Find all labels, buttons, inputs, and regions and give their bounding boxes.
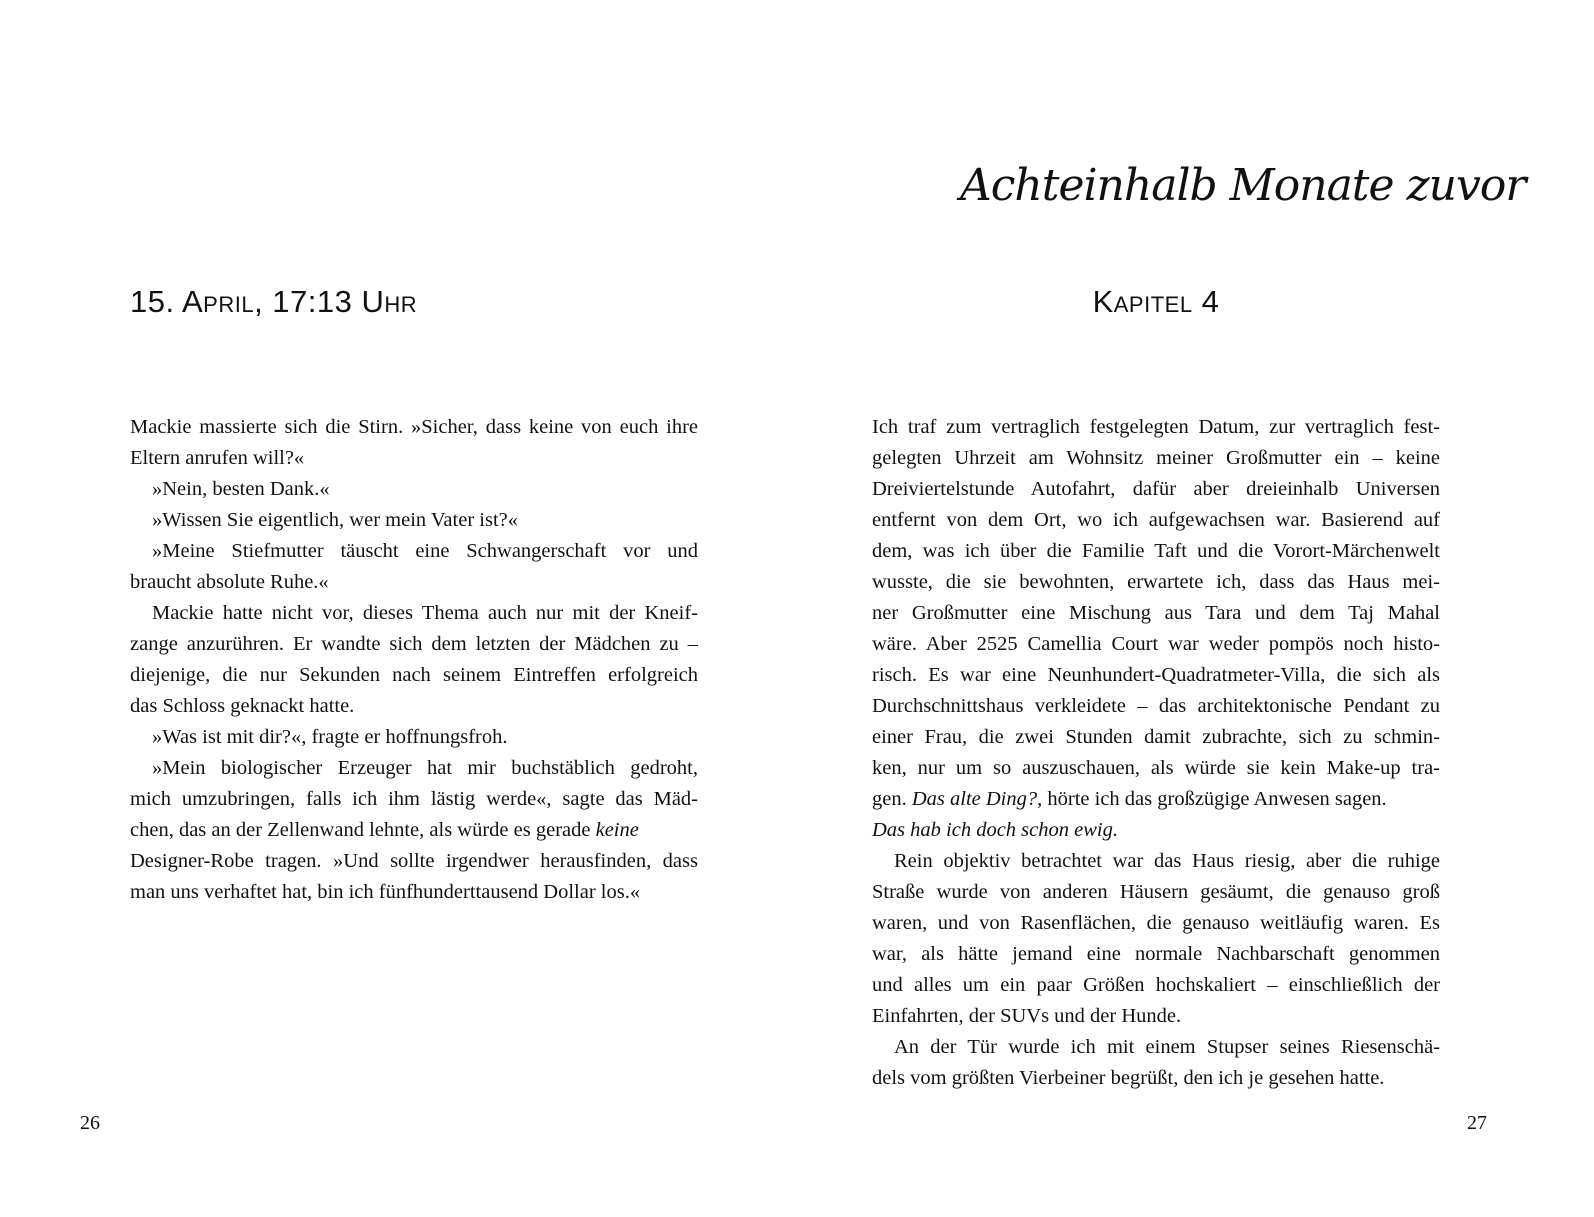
text-line: »Mein biologischer Erzeuger hat mir buchstäblich gedroht, [152, 757, 698, 779]
text-line: Rein objektiv betrachtet war das Haus riesig, aber die ruhige [894, 850, 1440, 872]
text-line: Ich traf zum vertraglich festgelegten Datum, zur vertraglich fest- [872, 416, 1440, 438]
text-line: entfernt von dem Ort, wo ich aufgewachsen war. Basierend auf [872, 509, 1440, 531]
text-line: Mackie massierte sich die Stirn. »Sicher, dass keine von euch ihre [130, 416, 698, 438]
text-line: wäre. Aber 2525 Camellia Court war weder pompös noch histo- [872, 633, 1440, 655]
text-line: diejenige, die nur Sekunden nach seinem Eintreffen erfolgreich [130, 664, 698, 686]
text-line: »Was ist mit dir?«, fragte er hoffnungsfroh. [152, 726, 508, 748]
text-line: einer Frau, die zwei Stunden damit zubrachte, sich zu schmin- [872, 726, 1440, 748]
text-line: und alles um ein paar Größen hochskaliert – einschließlich der [872, 974, 1440, 996]
text-line: Mackie hatte nicht vor, dieses Thema auch nur mit der Kneif- [152, 602, 698, 624]
text-segment: , hörte ich das großzügige Anwesen sagen. [1037, 788, 1387, 810]
text-line: Designer-Robe tragen. »Und sollte irgendwer herausfinden, dass [130, 850, 698, 872]
text-line: man uns verhaftet hat, bin ich fünfhunderttausend Dollar los.« [130, 881, 641, 903]
text-line: Das hab ich doch schon ewig. [872, 819, 1118, 841]
left-body-text [130, 412, 698, 908]
text-line: das Schloss geknackt hatte. [130, 695, 355, 717]
text-line: braucht absolute Ruhe.« [130, 571, 329, 593]
text-line: gelegten Uhrzeit am Wohnsitz meiner Großmutter ein – keine [872, 447, 1440, 469]
text-line: Straße wurde von anderen Häusern gesäumt, die genauso groß [872, 881, 1440, 903]
page-number: 27 [1467, 1112, 1487, 1134]
text-line: Einfahrten, der SUVs und der Hunde. [872, 1005, 1182, 1027]
text-line: dem, was ich über die Familie Taft und die Vorort-Märchenwelt [872, 540, 1440, 562]
italic-text: keine [595, 819, 639, 841]
text-line [872, 784, 1440, 815]
text-segment: gen. [872, 788, 912, 810]
text-line: Durchschnittshaus verkleidete – das architektonische Pendant zu [872, 695, 1440, 717]
text-line: wusste, die sie bewohnten, erwartete ich, dass das Haus mei- [872, 571, 1440, 593]
text-line: mich umzubringen, falls ich ihm lästig werde«, sagte das Mäd- [130, 788, 698, 810]
part-title: Achteinhalb Monate zuvor [960, 160, 1526, 211]
text-line: zange anzurühren. Er wandte sich dem letzten der Mädchen zu – [130, 633, 698, 655]
chapter-heading: Kapitel 4 [1092, 284, 1220, 319]
italic-text: Das alte Ding? [911, 788, 1038, 810]
right-body-text [872, 412, 1440, 1094]
text-line: ner Großmutter eine Mischung aus Tara und dem Taj Mahal [872, 602, 1440, 624]
text-line [130, 815, 698, 846]
text-line: »Wissen Sie eigentlich, wer mein Vater ist?« [152, 509, 518, 531]
section-heading: 15. April, 17:13 Uhr [130, 284, 418, 319]
text-line: Dreiviertelstunde Autofahrt, dafür aber dreieinhalb Universen [872, 478, 1440, 500]
text-line: ken, nur um so auszuschauen, als würde sie kein Make-up tra- [872, 757, 1440, 779]
text-line: war, als hätte jemand eine normale Nachbarschaft genommen [872, 943, 1440, 965]
page-number: 26 [80, 1112, 100, 1134]
text-line: An der Tür wurde ich mit einem Stupser seines Riesenschä- [894, 1036, 1440, 1058]
text-line: waren, und von Rasenflächen, die genauso weitläufig waren. Es [872, 912, 1440, 934]
text-line: »Nein, besten Dank.« [152, 478, 330, 500]
text-line: risch. Es war eine Neunhundert-Quadratmeter-Villa, die sich als [872, 664, 1440, 686]
text-line: Eltern anrufen will?« [130, 447, 305, 469]
text-segment: chen, das an der Zellenwand lehnte, als würde es gerade [130, 819, 596, 841]
text-line: »Meine Stiefmutter täuscht eine Schwangerschaft vor und [152, 540, 698, 562]
text-line: dels vom größten Vierbeiner begrüßt, den ich je gesehen hatte. [872, 1067, 1385, 1089]
